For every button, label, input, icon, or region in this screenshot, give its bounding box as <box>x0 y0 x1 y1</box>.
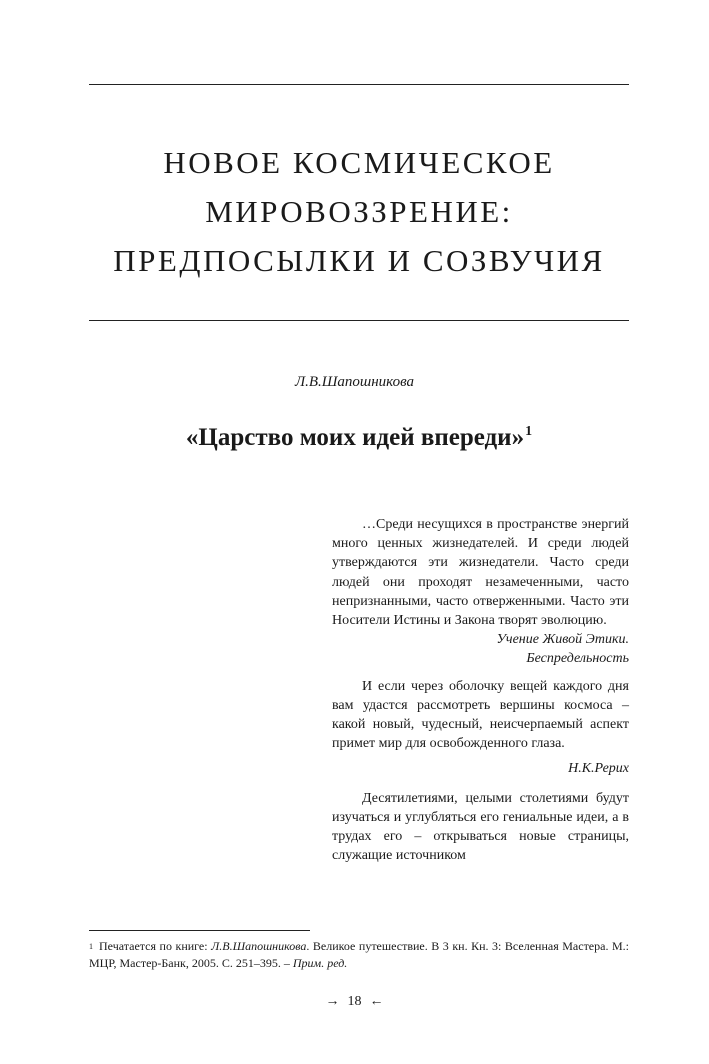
title-line-1: НОВОЕ КОСМИЧЕСКОЕ <box>163 145 555 180</box>
page-number: 18 <box>347 994 362 1009</box>
footnote <box>89 938 629 972</box>
title-line-3: ПРЕДПОСЫЛКИ И СОЗВУЧИЯ <box>113 243 605 278</box>
title-bottom-rule <box>89 320 629 321</box>
epigraph-1-text: …Среди несущихся в пространстве энергий много ценных жизнедателей. И среди людей утверждаются эти жизнедатели. Часто среди людей они проходят незамеченными, часто непризнанными, часто отверженными. Часто эти Носители Истины и Закона творят эволюцию. <box>332 517 629 629</box>
spacer <box>332 779 629 789</box>
footnote-body: . Великое путешествие. В 3 кн. Кн. 3: Вселенная Мастера. М.: МЦР, Мастер-Банк, 2005. С. 251–395. – <box>89 939 629 970</box>
footnote-prefix: Печатается по книге: <box>99 939 212 953</box>
body-paragraph: Десятилетиями, целыми столетиями будут изучаться и углубляться его гениальные идеи, а в трудах его – открываться новые страницы, служащие источником <box>332 790 629 864</box>
footnote-editor-note: Прим. ред. <box>292 956 348 970</box>
footnote-rule <box>89 930 310 931</box>
epigraph-2-source: Н.К.Рерих <box>568 761 629 777</box>
epigraph-2-text: И если через оболочку вещей каждого дня вам удастся рассмотреть вершины космоса – какой новый, чудесный, неисчерпаемый аспект примет мир для освобожденного глаза. <box>332 678 629 752</box>
page-left-arrow-icon: → <box>325 994 340 1009</box>
page-right-arrow-icon: ← <box>369 994 384 1009</box>
top-rule <box>89 84 629 85</box>
epigraph-1-source-title: Беспредельность <box>526 651 629 667</box>
footnote-mark: 1 <box>89 942 93 951</box>
article-heading-text: «Царство моих идей впереди» <box>185 424 525 451</box>
article-author: Л.В.Шапошникова <box>294 374 415 390</box>
footnote-book-author: Л.В.Шапошникова <box>211 939 307 953</box>
page-number-block <box>0 994 709 1010</box>
epigraph-1-source: Учение Живой Этики. <box>496 632 629 648</box>
article-heading <box>0 424 709 452</box>
epigraph-column <box>332 515 629 865</box>
heading-footnote-mark[interactable]: 1 <box>525 424 533 439</box>
chapter-title <box>60 138 658 285</box>
title-line-2: МИРОВОЗЗРЕНИЕ: <box>205 194 513 229</box>
spacer <box>332 669 629 677</box>
